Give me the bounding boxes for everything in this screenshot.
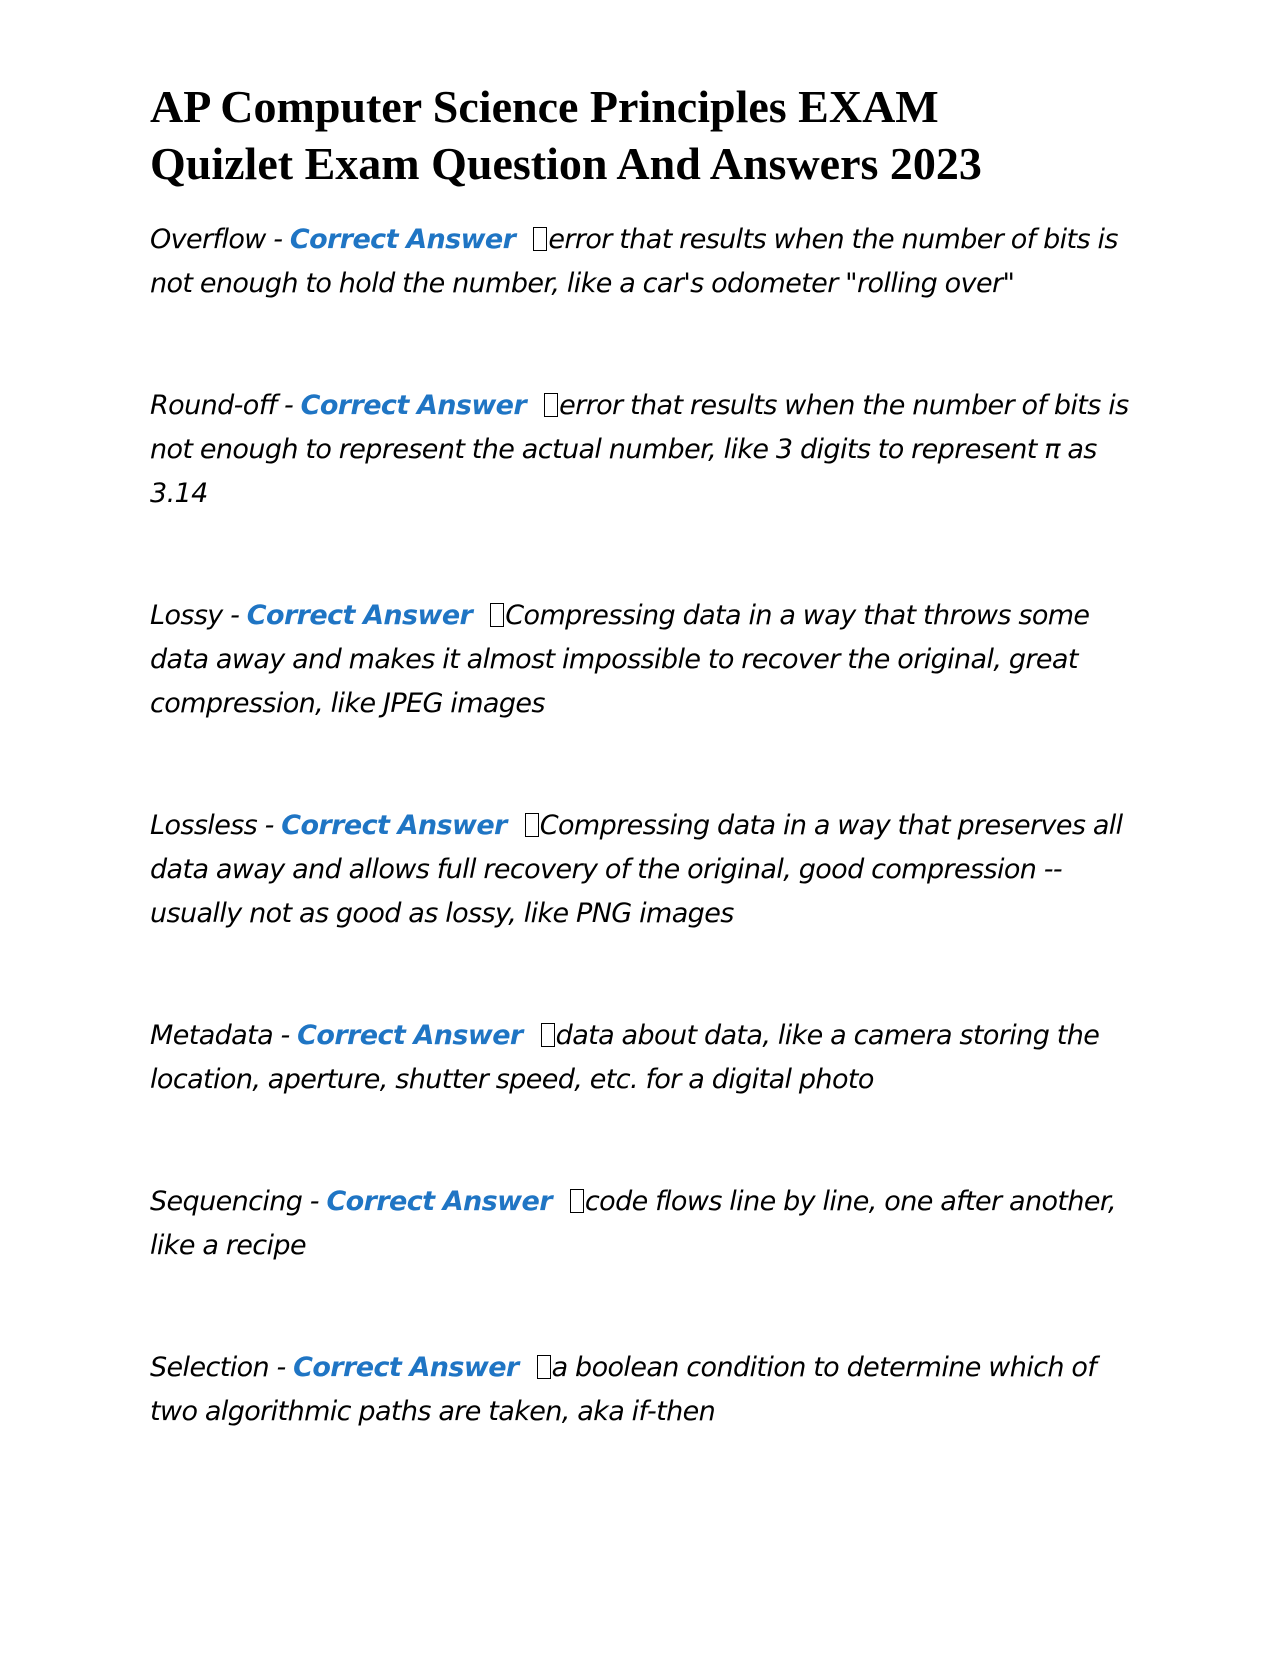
qa-term: Sequencing — [150, 1186, 303, 1217]
qa-item-metadata — [150, 1014, 1130, 1102]
correct-answer-label: Correct Answer — [300, 390, 527, 421]
qa-item-overflow — [150, 218, 1130, 306]
document-content — [150, 78, 1130, 1434]
qa-separator: - — [273, 1020, 298, 1051]
qa-term: Lossy — [150, 600, 223, 631]
qa-separator: - — [257, 810, 282, 841]
missing-glyph-box-icon — [570, 1189, 584, 1213]
qa-answer: data about data, like a camera storing the location, aperture, shutter speed, etc. for a digital photo — [150, 1020, 1100, 1095]
qa-term: Overflow — [150, 224, 266, 255]
qa-answer: Compressing data in a way that preserves all data away and allows full recovery of the original, good compression -- usually not as good as lossy, like PNG images — [150, 810, 1123, 929]
missing-glyph-box-icon — [537, 1355, 551, 1379]
correct-answer-label: Correct Answer — [297, 1020, 523, 1051]
correct-answer-label: Correct Answer — [246, 600, 473, 631]
qa-item-lossless — [150, 804, 1130, 936]
document-title — [150, 78, 1130, 192]
qa-answer: error that results when the number of bits is not enough to hold the number, like a car's odometer "rolling over" — [150, 224, 1118, 299]
correct-answer-label: Correct Answer — [293, 1352, 519, 1383]
qa-answer: code flows line by line, one after another, like a recipe — [150, 1186, 1116, 1261]
qa-term: Metadata — [150, 1020, 274, 1051]
qa-term: Selection — [150, 1352, 270, 1383]
qa-list — [150, 218, 1130, 1434]
qa-item-selection — [150, 1346, 1130, 1434]
missing-glyph-box-icon — [525, 813, 539, 837]
missing-glyph-box-icon — [490, 603, 504, 627]
qa-item-sequencing — [150, 1180, 1130, 1268]
qa-answer: Compressing data in a way that throws some data away and makes it almost impossible to recover the original, great compression, like JPEG images — [150, 600, 1090, 719]
qa-separator: - — [265, 224, 290, 255]
correct-answer-label: Correct Answer — [326, 1186, 552, 1217]
missing-glyph-box-icon — [533, 227, 547, 251]
title-line-2: Quizlet Exam Question And Answers 2023 — [150, 138, 982, 189]
title-line-1: AP Computer Science Principles EXAM — [150, 81, 939, 132]
missing-glyph-box-icon — [544, 393, 558, 417]
correct-answer-label: Correct Answer — [281, 810, 507, 841]
qa-separator: - — [302, 1186, 327, 1217]
qa-item-lossy — [150, 594, 1130, 726]
qa-term: Round-off — [150, 390, 277, 421]
qa-answer: a boolean condition to determine which of two algorithmic paths are taken, aka if-then — [150, 1352, 1097, 1427]
qa-item-round-off — [150, 384, 1130, 516]
missing-glyph-box-icon — [541, 1023, 555, 1047]
qa-separator: - — [276, 390, 301, 421]
qa-separator: - — [222, 600, 247, 631]
correct-answer-label: Correct Answer — [289, 224, 516, 255]
qa-answer: error that results when the number of bits is not enough to represent the actual number, like 3 digits to represent π as 3.14 — [150, 390, 1129, 509]
qa-term: Lossless — [150, 810, 258, 841]
qa-separator: - — [269, 1352, 294, 1383]
